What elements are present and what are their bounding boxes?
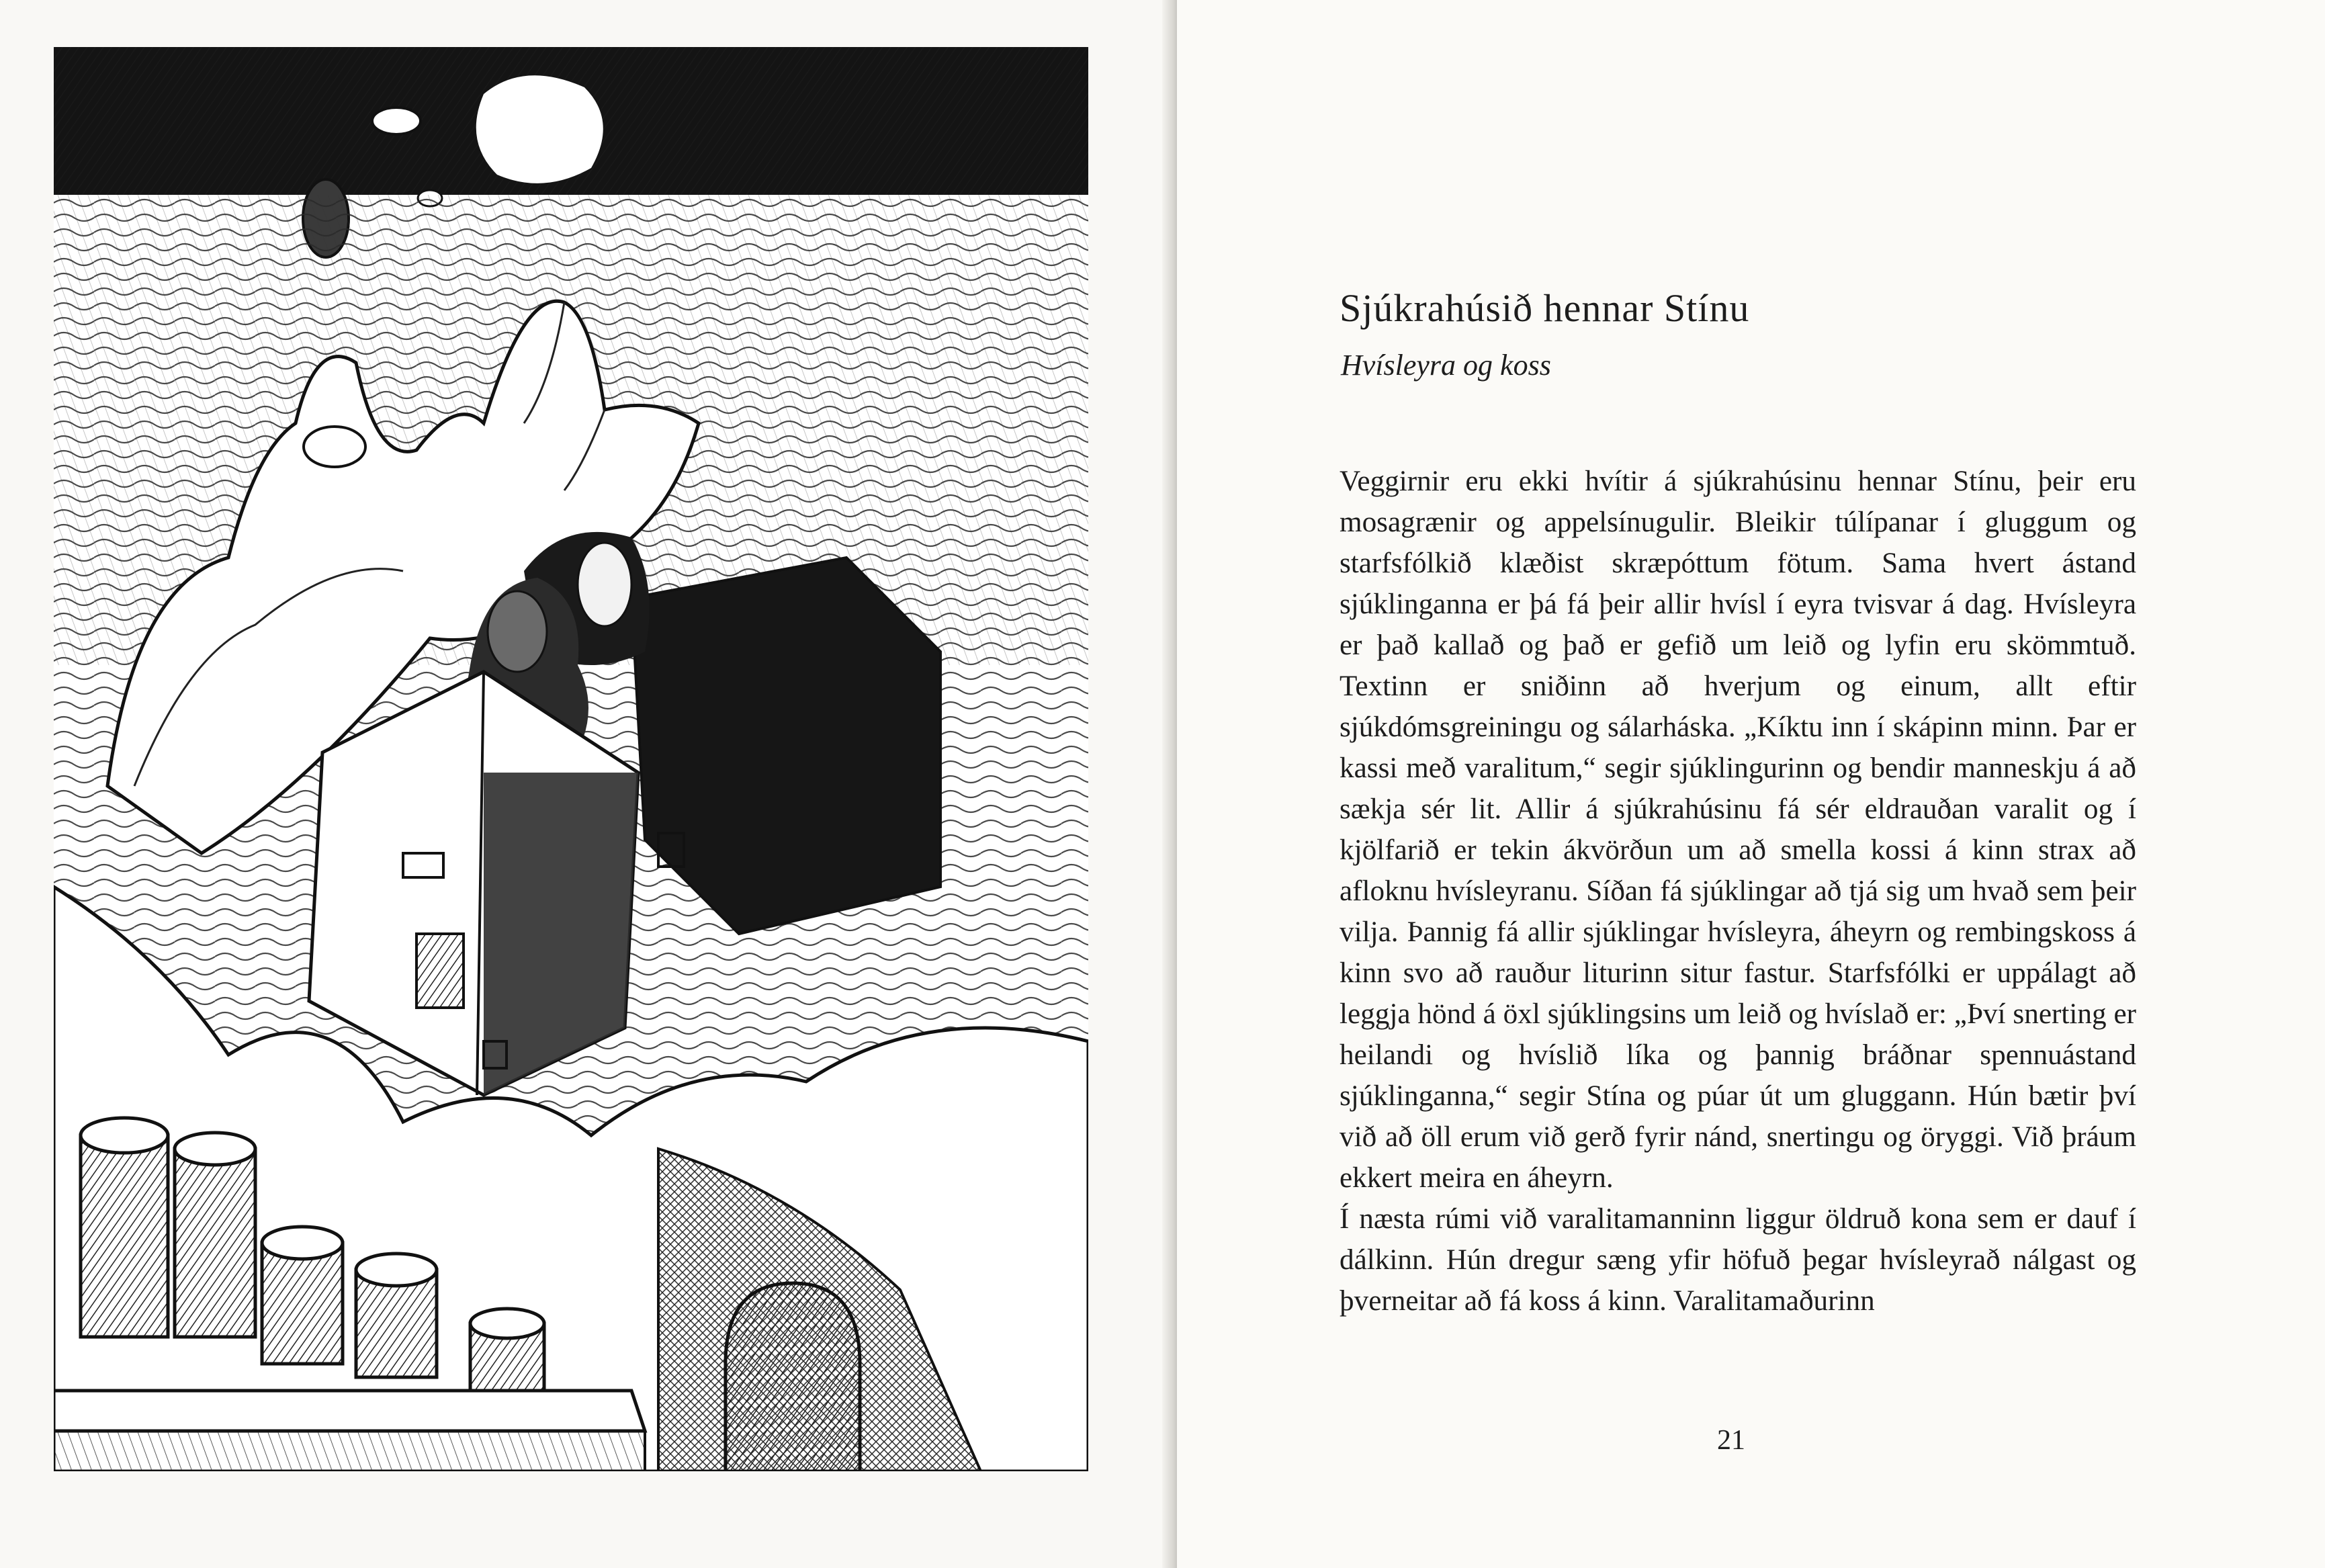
paragraph: Í næsta rúmi við varalitamanninn liggur öldruð kona sem er dauf í dálkinn. Hún dregur sæng yfir höfuð þegar hvísleyrað nálgast og þverneitar að fá koss á kinn. Varalitamaðurinn — [1340, 1203, 2136, 1317]
floating-stone — [372, 107, 421, 134]
chapter-subtitle: Hvísleyra og koss — [1341, 349, 1551, 382]
paragraph: Veggirnir eru ekki hvítir á sjúkrahúsinu hennar Stínu, þeir eru mosagrænir og appelsínugulir. Bleikir túlípanar í gluggum og starfsfólkið klæðist skræpóttum fötum. Sama hvert ástand sjúklinganna er þá fá þeir allir hvísl í eyra tvisvar á dag. Hvísleyra er það kallað og það er gefið um leið og lyfin eru skömmtuð. Textinn er sniðinn að hverjum og einum, allt eftir sjúkdómsgreiningu og sálarháska. „Kíktu inn í skápinn minn. Þar er kassi með varalitum,“ segir sjúklingurinn og bendir manneskju á að sækja sér lit. Allir á sjúkrahúsinu fá sér eldrauðan varalit og í kjölfarið er tekin ákvörðun um að smella kossi á kinn strax að afloknu hvísleyranu. Síðan fá sjúklingar að tjá sig um hvað sem þeir vilja. Þannig fá allir sjúklingar hvísleyra, áheyrn og rembingskoss á kinn svo að rauður liturinn situr fastur. Starfsfólki er uppálagt að leggja hönd á öxl sjúklingsins um leið og hvíslað er: „Því snerting er heilandi og hvíslið líka og þannig bráðnar spennuástand sjúklinganna,“ segir Stína og púar út um gluggann. Hún bætir því við að öll erum við gerð fyrir nánd, snertingu og öryggi. Við þráum ekkert meira en áheyrn. — [1340, 466, 2136, 1194]
page-number: 21 — [1717, 1425, 1745, 1456]
chapter-title: Sjúkrahúsið hennar Stínu — [1340, 286, 1750, 330]
arched-window — [726, 1283, 860, 1471]
body-text — [1340, 461, 2136, 1321]
table-top — [54, 1391, 645, 1431]
ink-illustration — [54, 47, 1088, 1471]
moon — [476, 75, 603, 183]
